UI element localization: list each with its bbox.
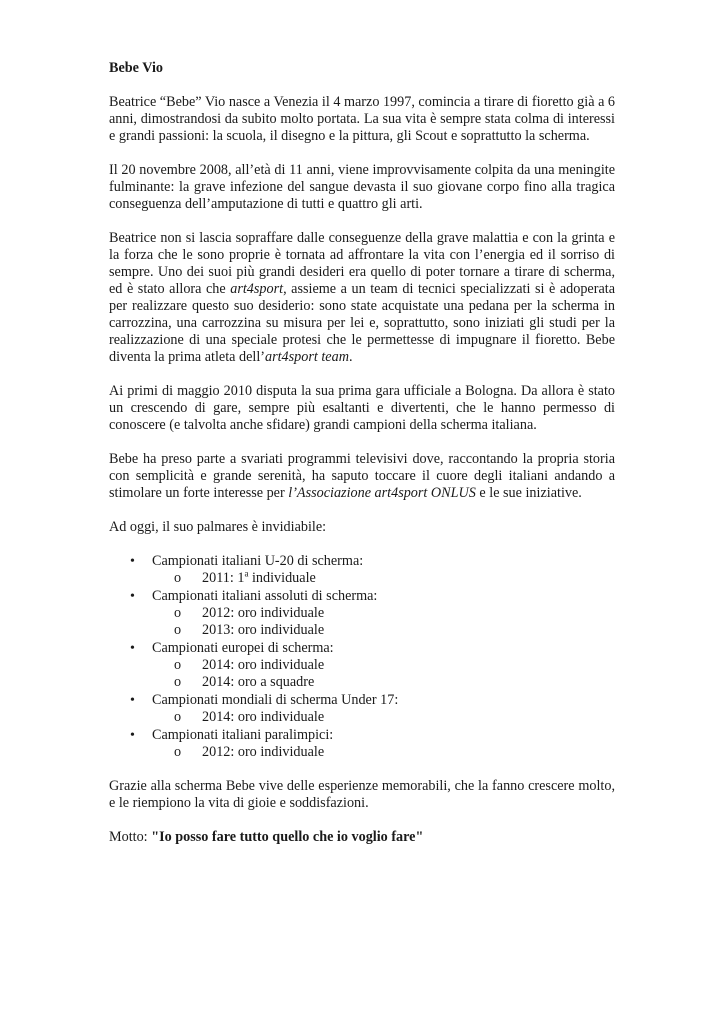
palmares-category-label: Campionati mondiali di scherma Under 17: (152, 692, 399, 708)
motto-quote: "Io posso fare tutto quello che io voglio fare" (151, 829, 424, 845)
palmares-result-text: 2012: oro individuale (202, 744, 325, 760)
bullet-icon: • (130, 641, 135, 656)
text-span: Beatrice non si lascia sopraffare dalle conseguenze della grave malattia e con la grinta e la forza che le sono proprie è tornata ad affrontare la vita con l’energia ed il sorriso di sempre. Uno dei suoi più grandi desideri era quello di poter tornare a tirare di scherma, ed è stato allora che (109, 230, 615, 297)
palmares-result-text: 2012: oro individuale (202, 605, 325, 621)
palmares-category-label: Campionati europei di scherma: (152, 640, 334, 656)
paragraph-birth: Beatrice “Bebe” Vio nasce a Venezia il 4 marzo 1997, comincia a tirare di fioretto già a 6 anni, dimostrandosi da subito molto portata. La sua vita è sempre stata colma di interessi e grandi passioni: la scuola, il disegno e la pittura, gli Scout e soprattutto la scherma. (109, 94, 616, 144)
palmares-category (109, 553, 615, 587)
document-page (109, 60, 615, 863)
palmares-result-text: 2013: oro individuale (202, 622, 325, 638)
paragraph-illness: Il 20 novembre 2008, all’età di 11 anni, viene improvvisamente colpita da una meningite fulminante: la grave infezione del sangue devasta il suo giovane corpo fino alla tragica conseguenza dell’amputazione di tutti e quattro gli arti. (109, 162, 615, 212)
palmares-result-text: 2014: oro individuale (202, 657, 325, 673)
palmares-category (109, 727, 615, 761)
emphasis-art4sport-team: art4sport team (265, 349, 349, 365)
text-span: , assieme a un team di tecnici specializzati si è adoperata per realizzare questo suo desiderio: sono state acquistate una pedana per la scherma in carrozzina, una carrozzina su misura per lei e, soprattutto, sono iniziati gli studi per la realizzazione di una speciale protesi che le permettesse di impugnare il fioretto. Bebe diventa la prima atleta dell’ (109, 281, 615, 365)
paragraph-recovery (109, 230, 615, 366)
palmares-sublist (152, 657, 615, 691)
circle-bullet-icon: o (174, 657, 182, 673)
paragraph-first-competition: Ai primi di maggio 2010 disputa la sua prima gara ufficiale a Bologna. Da allora è stato un crescendo di gare, sempre più esaltanti e divertenti, che le hanno permesso di conoscere (e talvolta anche sfidare) grandi campioni della scherma italiana. (109, 383, 615, 433)
palmares-sublist (152, 570, 615, 587)
text-span: . (348, 349, 353, 365)
palmares-result (152, 674, 615, 691)
ordinal-superscript: a (244, 568, 249, 579)
circle-bullet-icon: o (174, 605, 182, 621)
circle-bullet-icon: o (174, 570, 182, 586)
palmares-category-label: Campionati italiani U-20 di scherma: (152, 553, 364, 569)
paragraph-palmares-intro: Ad oggi, il suo palmares è invidiabile: (109, 519, 327, 535)
palmares-result-tail: individuale (248, 570, 316, 586)
emphasis-art4sport: art4sport (230, 281, 284, 297)
paragraph-conclusion: Grazie alla scherma Bebe vive delle esperienze memorabili, che la fanno crescere molto, e le riempiono la vita di gioie e soddisfazioni. (109, 778, 615, 811)
text-span: e le sue iniziative. (475, 485, 582, 501)
bullet-icon: • (130, 693, 135, 708)
palmares-result (152, 709, 615, 726)
palmares-sublist (152, 744, 615, 761)
emphasis-association: l’Associazione art4sport ONLUS (288, 485, 476, 501)
palmares-result (152, 570, 615, 587)
circle-bullet-icon: o (174, 622, 182, 638)
motto-label: Motto: (109, 829, 152, 845)
circle-bullet-icon: o (174, 709, 182, 725)
palmares-sublist (152, 605, 615, 639)
circle-bullet-icon: o (174, 674, 182, 690)
palmares-result (152, 605, 615, 622)
circle-bullet-icon: o (174, 744, 182, 760)
palmares-category-label: Campionati italiani assoluti di scherma: (152, 588, 378, 604)
palmares-category (109, 588, 615, 639)
bullet-icon: • (130, 728, 135, 743)
bullet-icon: • (130, 589, 135, 604)
bullet-icon: • (130, 554, 135, 569)
palmares-result (152, 622, 615, 639)
palmares-list (109, 553, 615, 761)
palmares-sublist (152, 709, 615, 726)
paragraph-television (109, 451, 615, 502)
palmares-category-label: Campionati italiani paralimpici: (152, 727, 334, 743)
palmares-result (152, 657, 615, 674)
document-title: Bebe Vio (109, 60, 163, 76)
text-span: Bebe ha preso parte a svariati programmi televisivi dove, raccontando la propria storia con semplicità e grande serenità, ha saputo toccare il cuore degli italiani andando a stimolare un forte interesse per (109, 451, 615, 501)
palmares-category (109, 692, 615, 726)
palmares-result (152, 744, 615, 761)
motto-line (109, 829, 615, 846)
palmares-category (109, 640, 615, 691)
palmares-result-text: 2014: oro a squadre (202, 674, 315, 690)
palmares-result-text: 2014: oro individuale (202, 709, 325, 725)
palmares-result-text: 2011: 1 (202, 570, 245, 586)
